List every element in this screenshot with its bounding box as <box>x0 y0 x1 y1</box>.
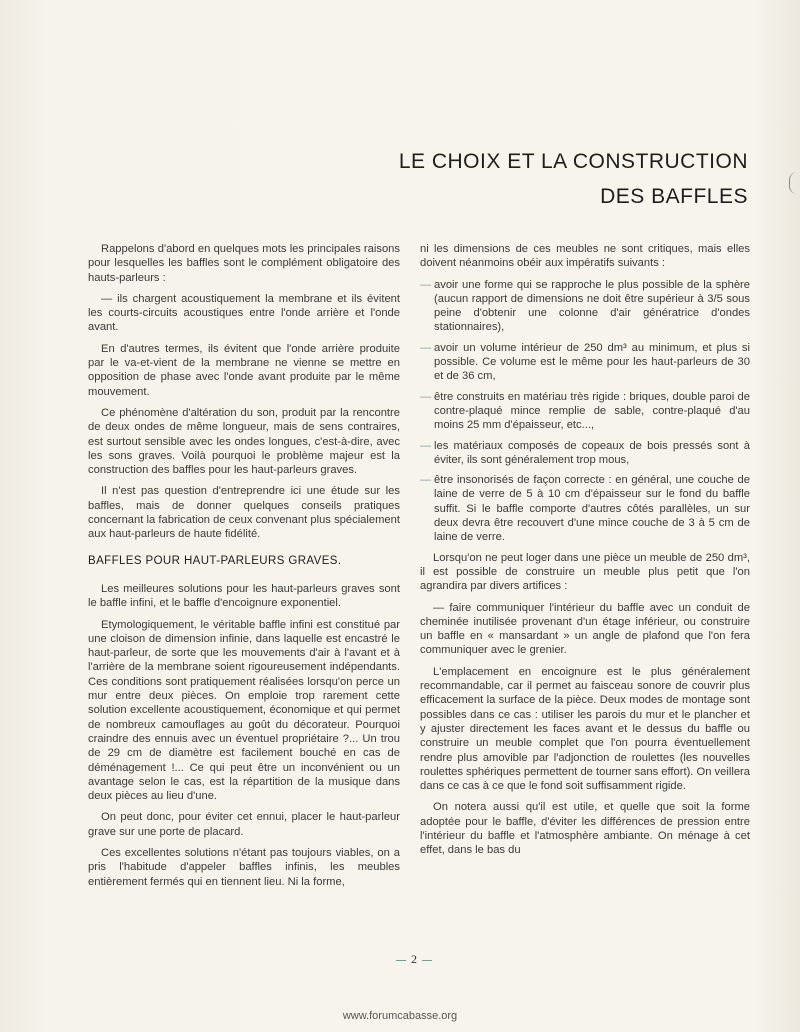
paragraph: Rappelons d'abord en quelques mots les principales raisons pour lesquelles les baffles sont le complément obligatoire des hauts-parleurs : <box>88 243 400 284</box>
list-item-text: être construits en matériau très rigide : briques, double paroi de contre-plaqué mince remplie de sable, contre-plaqué d'au moins 25 mm d'épaisseur, etc..., <box>434 390 750 432</box>
paragraph: ni les dimensions de ces meubles ne sont critiques, mais elles doivent néanmoins obéir aux impératifs suivants : <box>420 243 750 270</box>
dash-marker: — <box>420 341 432 354</box>
paragraph: L'emplacement en encoignure est le plus généralement recommandable, car il permet au faisceau sonore de couvrir plus efficacement la surface de la pièce. Deux modes de montage sont possibles dans ce cas : utiliser les parois du mur et le plancher et y ajuster directement les faces avant et le dessus du baffle ou construire un meuble complet que l'on pourra éventuellement rendre plus amovible par l'adjonction de roulettes (les nouvelles roulettes sphériques permettent de tourner sans effort). On veillera dans ce cas à ce que le fond soit suffisamment rigide. <box>420 665 750 793</box>
page-number <box>384 952 444 967</box>
list-item <box>420 439 750 468</box>
list-item <box>420 390 750 433</box>
list-item-text: avoir une forme qui se rapproche le plus possible de la sphère (aucun rapport de dimensions ne doit être supérieur à 3/5 sous peine d'obtenir une colonne d'air génératrice d'ondes stationnaires), <box>434 278 750 334</box>
list-item <box>420 278 750 335</box>
paragraph: Ces excellentes solutions n'étant pas toujours viables, on a pris l'habitude d'appeler baffles infinis, les meubles entièrement fermés qui en tiennent lieu. Ni la forme, <box>88 846 400 888</box>
paragraph: Il n'est pas question d'entreprendre ici une étude sur les baffles, mais de donner quelques conseils pratiques concernant la fabrication de ceux convenant plus spécialement aux haut-parleurs de haute fidélité. <box>88 485 400 541</box>
page-edge-mark <box>789 172 800 194</box>
list-item-text: être insonorisés de façon correcte : en général, une couche de laine de verre de 5 à 10 cm d'épaisseur sur le fond du baffle suffit. Si le baffle comporte d'autres côtés parallèles, un sur deux devra être recouvert d'une mince couche de 3 à 5 cm de laine de verre. <box>434 474 750 544</box>
page-title <box>399 144 748 214</box>
paragraph: — ils chargent acoustiquement la membrane et ils évitent les courts-circuits acoustiques entre l'onde arrière et l'onde avant. <box>88 292 400 334</box>
section-heading: BAFFLES POUR HAUT-PARLEURS GRAVES. <box>88 554 342 567</box>
dash-marker: — <box>420 390 432 403</box>
divider <box>422 960 432 961</box>
dash-marker: — <box>420 278 432 291</box>
title-line-2: DES BAFFLES <box>600 185 748 208</box>
title-line-1: LE CHOIX ET LA CONSTRUCTION <box>398 150 748 173</box>
paragraph: Les meilleures solutions pour les haut-parleurs graves sont le baffle infini, et le baffle d'encoignure exponentiel. <box>88 582 400 610</box>
source-footer: www.forumcabasse.org <box>342 1010 458 1022</box>
dash-marker: — <box>420 439 432 452</box>
dash-marker: — <box>420 474 432 487</box>
paragraph: Ce phénomène d'altération du son, produit par la rencontre de deux ondes de même longueur, mais de sens contraires, est surtout sensible avec les ondes longues, c'est-à-dire, avec les sons graves. Voilà pourquoi le problème majeur est la construction des baffles pour les haut-parleurs graves. <box>88 406 400 477</box>
left-column <box>88 242 400 896</box>
right-column <box>420 242 750 865</box>
paragraph: Etymologiquement, le véritable baffle infini est constitué par une cloison de dimension infinie, dans laquelle est encastré le haut-parleur, de sorte que les mouvements d'air à l'avant et à l'arrière de la membrane soient rigoureusement indépendants. Ces conditions sont pratiquement réalisées lorsqu'on perce un mur entre deux pièces. On emploie trop rarement cette solution excellente acoustiquement, économique et qui permet de nombreux camouflages au goût du décorateur. Pourquoi craindre des ennuis avec un éventuel propriétaire ?... Un trou de 29 cm de diamètre est facilement bouché en cas de déménagement !... Ce qui peut être un inconvénient ou un avantage selon le cas, est la répartition de la musique dans deux pièces au lieu d'une. <box>88 618 400 803</box>
paragraph: En d'autres termes, ils évitent que l'onde arrière produite par le va-et-vient de la membrane ne vienne se mettre en opposition de phase avec l'onde avant produite par le même mouvement. <box>88 342 400 398</box>
paragraph: On notera aussi qu'il est utile, et quelle que soit la forme adoptée pour le baffle, d'éviter les différences de pression entre l'intérieur du baffle et l'atmosphère ambiante. On ménage à cet effet, dans le bas du <box>420 801 750 857</box>
list-item <box>420 473 750 544</box>
paragraph: On peut donc, pour éviter cet ennui, placer le haut-parleur grave sur une porte de placard. <box>88 811 400 838</box>
page-number-text: 2 <box>411 952 417 966</box>
list-item-text: les matériaux composés de copeaux de bois pressés sont à éviter, ils sont généralement trop mous, <box>434 439 750 466</box>
divider <box>396 960 406 961</box>
paragraph: — faire communiquer l'intérieur du baffle avec un conduit de cheminée inutilisée provenant d'un étage inférieur, ou construire un baffle en « mansardant » un angle de plafond que l'on fera communiquer avec le grenier. <box>420 601 750 657</box>
list-item-text: avoir un volume intérieur de 250 dm³ au minimum, et plus si possible. Ce volume est le même pour les haut-parleurs de 30 et de 36 cm, <box>434 341 750 383</box>
paragraph: Lorsqu'on ne peut loger dans une pièce un meuble de 250 dm³, il est possible de construire un meuble plus petit que l'on agrandira par divers artifices : <box>420 551 750 593</box>
list-item <box>420 341 750 384</box>
